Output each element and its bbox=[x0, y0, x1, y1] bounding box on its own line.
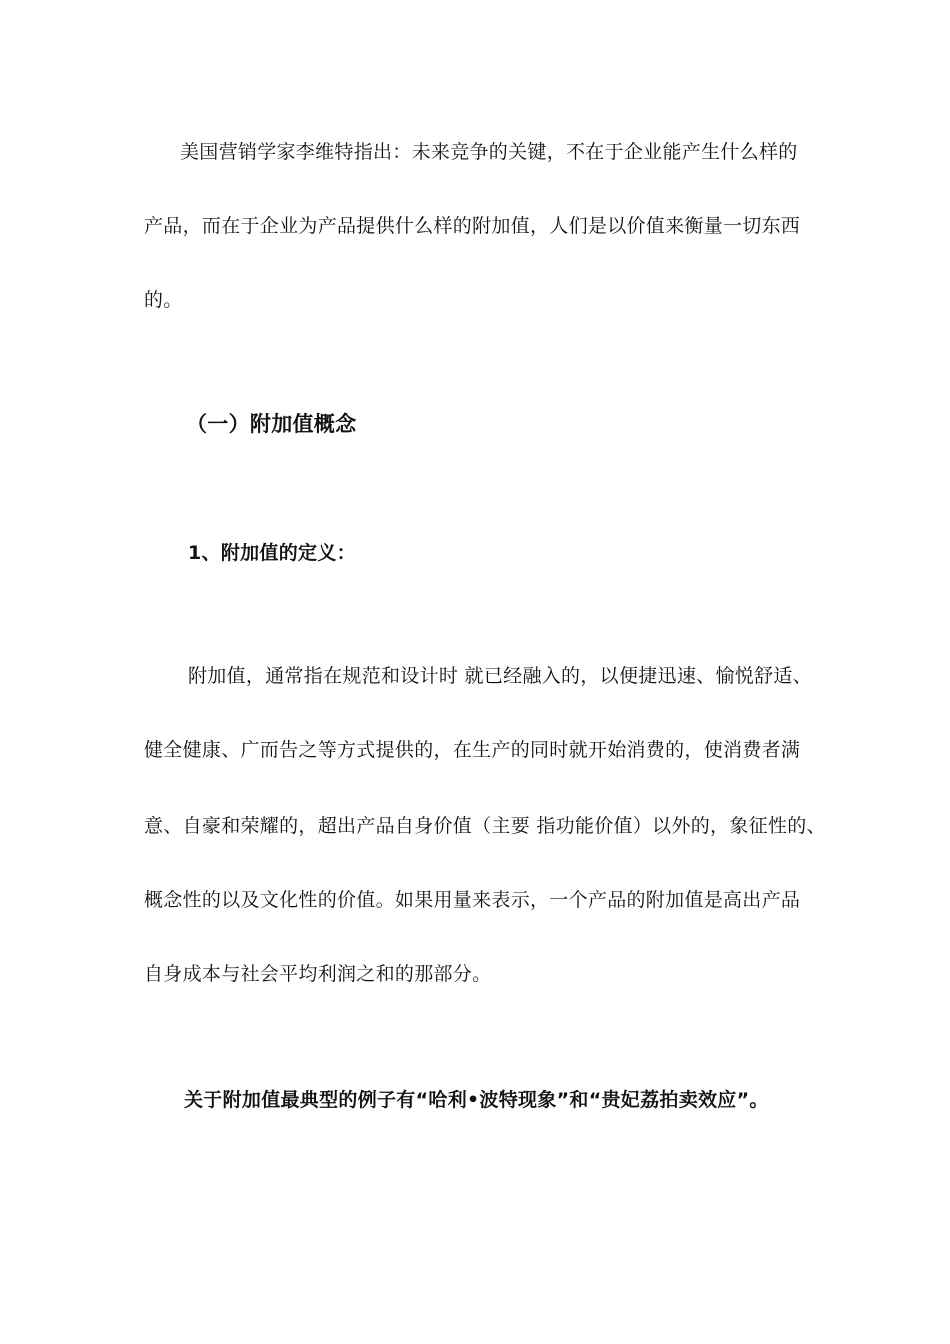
intro-line-2: 产品，而在于企业为产品提供什么样的附加值，人们是以价值来衡量一切东西 bbox=[144, 215, 801, 237]
definition-line-1: 附加值，通常指在规范和设计时 就已经融入的，以便捷迅速、愉悦舒适、 bbox=[188, 665, 812, 687]
example-sentence: 关于附加值最典型的例子有“哈利•波特现象”和“贵妃荔拍卖效应”。 bbox=[184, 1089, 769, 1111]
definition-subheading: 1、附加值的定义： bbox=[188, 542, 356, 564]
intro-line-3: 的。 bbox=[144, 289, 183, 311]
definition-line-5: 自身成本与社会平均利润之和的那部分。 bbox=[144, 963, 492, 985]
definition-line-4: 概念性的以及文化性的价值。如果用量来表示，一个产品的附加值是高出产品 bbox=[144, 889, 801, 911]
intro-line-1: 美国营销学家李维特指出：未来竞争的关键，不在于企业能产生什么样的 bbox=[180, 141, 798, 163]
definition-line-3: 意、自豪和荣耀的，超出产品自身价值（主要 指功能价值）以外的，象征性的、 bbox=[144, 815, 826, 837]
definition-line-2: 健全健康、广而告之等方式提供的，在生产的同时就开始消费的，使消费者满 bbox=[144, 739, 801, 761]
section-heading: （一）附加值概念 bbox=[186, 412, 357, 436]
